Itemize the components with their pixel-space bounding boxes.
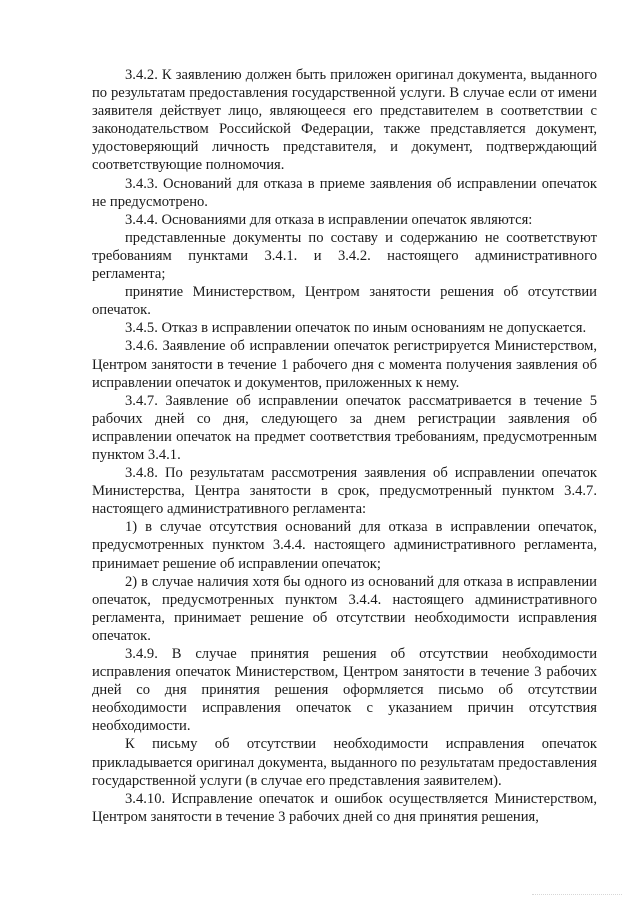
paragraph-3-4-8-item-1: 1) в случае отсутствия оснований для отказа в исправлении опечаток, предусмотренных пунктом 3.4.4. настоящего административного регламента, принимает решение об исправлении опечаток; — [92, 519, 597, 572]
paragraph-3-4-8: 3.4.8. По результатам рассмотрения заявления об исправлении опечаток Министерства, Центра занятости в срок, предусмотренный пунктом 3.4.7. настоящего административного регламента: — [92, 465, 597, 518]
paragraph-3-4-3: 3.4.3. Оснований для отказа в приеме заявления об исправлении опечаток не предусмотрено. — [92, 175, 597, 210]
paragraph-3-4-6: 3.4.6. Заявление об исправлении опечаток регистрируется Министерством, Центром занятости в течение 1 рабочего дня с момента получения заявления об исправлении опечаток и документов, приложенных к нему. — [92, 338, 597, 391]
paragraph-3-4-5: 3.4.5. Отказ в исправлении опечаток по иным основаниям не допускается. — [125, 320, 587, 337]
paragraph-letter-attachment: К письму об отсутствии необходимости исправления опечаток прикладывается оригинал документа, выданного по результатам предоставления государственной услуги (в случае его представления заявителем). — [92, 736, 597, 789]
document-body — [92, 66, 597, 826]
paragraph-3-4-4-item-2: принятие Министерством, Центром занятости решения об отсутствии опечаток. — [92, 284, 597, 319]
paragraph-3-4-4-item-1: представленные документы по составу и содержанию не соответствуют требованиям пунктами 3.4.1. и 3.4.2. настоящего административного регламента; — [92, 229, 597, 283]
paragraph-3-4-10: 3.4.10. Исправление опечаток и ошибок осуществляется Министерством, Центром занятости в течение 3 рабочих дней со дня принятия решения, — [92, 790, 597, 825]
scan-artifact — [532, 890, 622, 895]
paragraph-3-4-4: 3.4.4. Основаниями для отказа в исправлении опечаток являются: — [125, 211, 533, 228]
paragraph-3-4-2: 3.4.2. К заявлению должен быть приложен оригинал документа, выданного по результатам предоставления государственной услуги. В случае если от имени заявителя действует лицо, являющееся его представителем в соответствии с законодательством Российской Федерации, также представляется документ, удостоверяющий личность представителя, и документ, подтверждающий соответствующие полномочия. — [92, 67, 597, 174]
paragraph-3-4-9: 3.4.9. В случае принятия решения об отсутствии необходимости исправления опечаток Министерством, Центром занятости в течение 3 рабочих дней со дня принятия решения оформляется письмо об отсутствии необходимости исправления опечаток с указанием причин отсутствия необходимости. — [92, 646, 597, 735]
paragraph-3-4-7: 3.4.7. Заявление об исправлении опечаток рассматривается в течение 5 рабочих дней со дня, следующего за днем регистрации заявления об исправлении опечаток на предмет соответствия требованиям, предусмотренным пунктом 3.4.1. — [92, 392, 597, 463]
paragraph-3-4-8-item-2: 2) в случае наличия хотя бы одного из оснований для отказа в исправлении опечаток, предусмотренных пунктом 3.4.4. настоящего административного регламента, принимает решение об отсутствии необходимости исправления опечаток. — [92, 573, 597, 644]
